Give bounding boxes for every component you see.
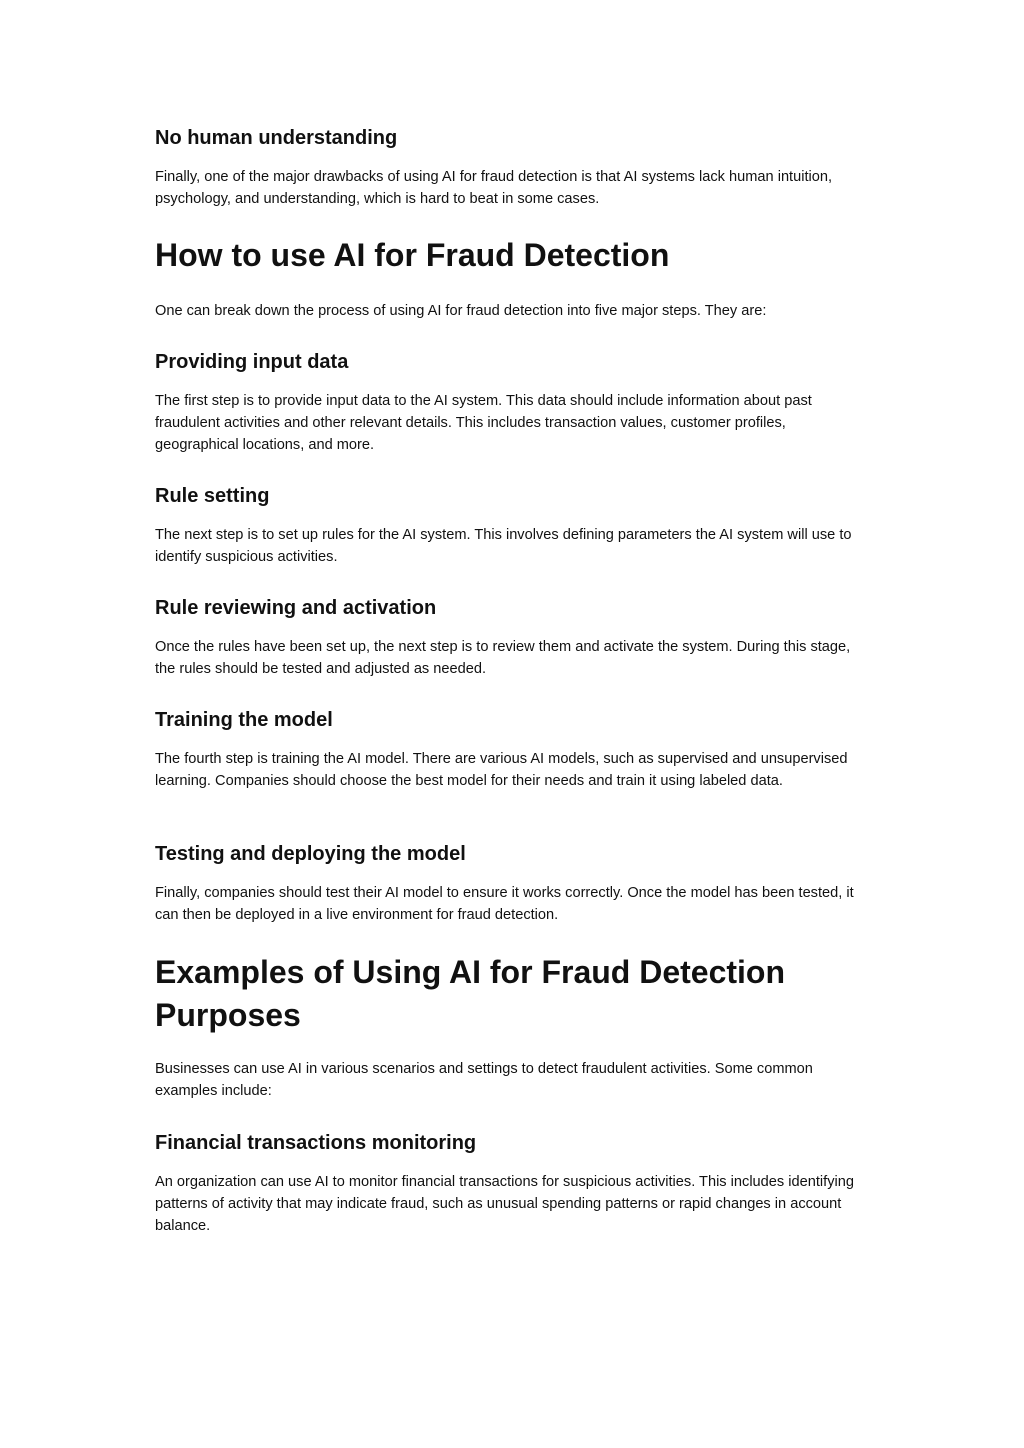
- paragraph-financial-transactions: An organization can use AI to monitor financial transactions for suspicious activities. This includes identifying patterns of activity that may indicate fraud, such as unusual spending patterns or rapid changes in account balance.: [155, 1174, 854, 1234]
- paragraph-rule-setting: The next step is to set up rules for the AI system. This involves defining parameters the AI system will use to identify suspicious activities.: [155, 527, 852, 565]
- paragraph-training-the-model: The fourth step is training the AI model. There are various AI models, such as supervised and unsupervised learning. Companies should choose the best model for their needs and train it using labeled data.: [155, 751, 848, 789]
- heading-training-the-model: Training the model: [155, 709, 333, 731]
- heading-no-human-understanding: No human understanding: [155, 127, 398, 149]
- heading-rule-reviewing: Rule reviewing and activation: [155, 597, 437, 619]
- paragraph-examples-intro: Businesses can use AI in various scenarios and settings to detect fraudulent activities. Some common examples include:: [155, 1061, 813, 1099]
- heading-how-to-use-ai: How to use AI for Fraud Detection: [155, 237, 670, 273]
- heading-providing-input-data: Providing input data: [155, 351, 349, 373]
- paragraph-providing-input-data: The first step is to provide input data to the AI system. This data should include information about past fraudulent activities and other relevant details. This includes transaction values, customer profiles, geographical locations, and more.: [155, 393, 812, 453]
- heading-rule-setting: Rule setting: [155, 485, 270, 507]
- paragraph-how-to-intro: One can break down the process of using AI for fraud detection into five major steps. They are:: [155, 303, 767, 319]
- heading-testing-deploying: Testing and deploying the model: [155, 843, 466, 865]
- heading-examples: Examples of Using AI for Fraud Detection Purposes: [155, 954, 786, 1033]
- paragraph-no-human-understanding: Finally, one of the major drawbacks of using AI for fraud detection is that AI systems lack human intuition, psychology, and understanding, which is hard to beat in some cases.: [155, 169, 833, 207]
- paragraph-testing-deploying: Finally, companies should test their AI model to ensure it works correctly. Once the model has been tested, it can then be deployed in a live environment for fraud detection.: [155, 885, 854, 923]
- heading-financial-transactions: Financial transactions monitoring: [155, 1132, 477, 1154]
- paragraph-rule-reviewing: Once the rules have been set up, the next step is to review them and activate the system. During this stage, the rules should be tested and adjusted as needed.: [155, 639, 851, 677]
